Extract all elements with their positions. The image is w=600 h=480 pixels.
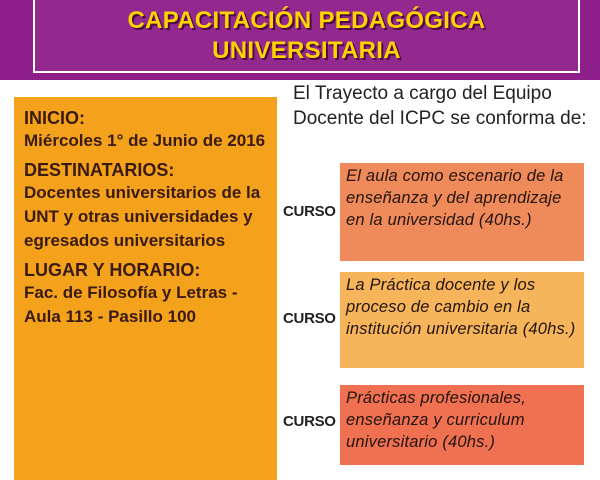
course-1: El aula como escenario de la enseñanza y del aprendizaje en la universidad (40hs.) [340, 163, 584, 261]
program-intro: El Trayecto a cargo del Equipo Docente del ICPC se conforma de: [293, 83, 587, 129]
course-tag-3: CURSO [283, 413, 336, 430]
start-label: INICIO: [24, 108, 85, 128]
venue-label: LUGAR Y HORARIO: [24, 260, 201, 280]
title-line-1: CAPACITACIÓN PEDAGÓGICA [127, 6, 486, 34]
info-panel [14, 97, 277, 480]
venue-text: Fac. de Filosofía y Letras - Aula 113 - Pasillo 100 [24, 283, 238, 326]
course-tag-1: CURSO [283, 203, 336, 220]
course-3: Prácticas profesionales, enseñanza y curriculum universitario (40hs.) [340, 385, 584, 465]
course-2: La Práctica docente y los proceso de cambio en la institución universitaria (40hs.) [340, 272, 584, 368]
title-line-2: UNIVERSITARIA [212, 36, 401, 64]
title-banner [33, 0, 580, 73]
audience-label: DESTINATARIOS: [24, 160, 175, 180]
course-tag-2: CURSO [283, 310, 336, 327]
start-date: Miércoles 1° de Junio de 2016 [24, 131, 266, 150]
audience-text: Docentes universitarios de la UNT y otras universidades y egresados universitarios [24, 183, 261, 250]
